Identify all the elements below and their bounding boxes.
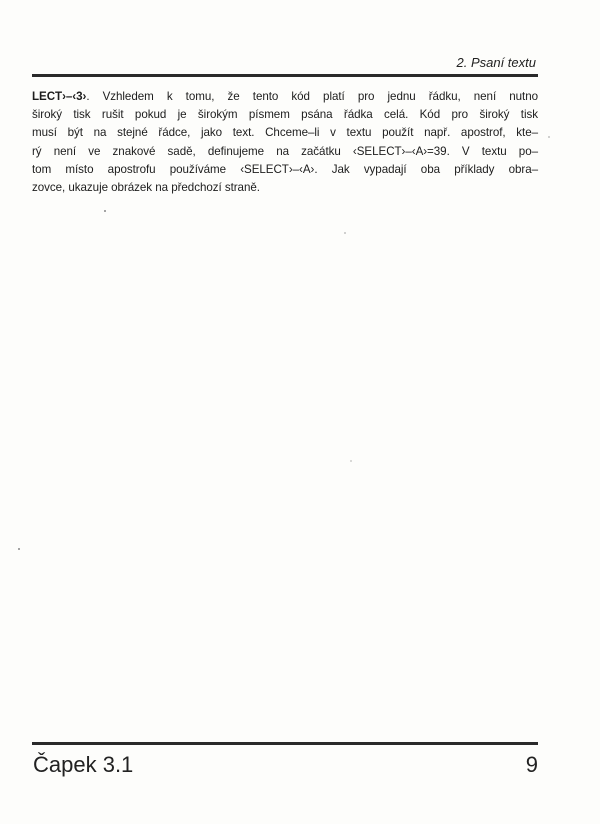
body-line-4: rý není ve znakové sadě, definujeme na začátku ‹SELECT›–‹A›=39. V textu po– (32, 144, 538, 158)
body-paragraph (32, 88, 538, 197)
running-header: 2. Psaní textu (456, 55, 536, 70)
scan-speck (344, 232, 346, 234)
scan-speck (548, 136, 550, 138)
scan-speck (350, 460, 352, 462)
footer-page-number: 9 (525, 752, 538, 777)
body-line-3: musí být na stejné řádce, jako text. Chceme–li v textu použít např. apostrof, kte– (32, 126, 538, 140)
scan-speck (104, 210, 106, 212)
body-line-1 (32, 88, 538, 106)
scan-speck (18, 548, 20, 550)
footer-rule (32, 742, 538, 745)
header-rule (32, 74, 538, 77)
body-line-6: zovce, ukazuje obrázek na předchozí straně. (32, 181, 260, 195)
body-line-1-bold-lead: LECT›–‹3› (32, 90, 87, 103)
body-line-2: široký tisk rušit pokud je širokým písmem psána řádka celá. Kód pro široký tisk (32, 108, 538, 122)
footer-book-title: Čapek 3.1 (33, 752, 134, 777)
body-line-5: tom místo apostrofu používáme ‹SELECT›–‹A›. Jak vypadají oba příklady obra– (32, 162, 538, 176)
body-line-1-text: . Vzhledem k tomu, že tento kód platí pro jednu řádku, není nutno (86, 90, 538, 103)
